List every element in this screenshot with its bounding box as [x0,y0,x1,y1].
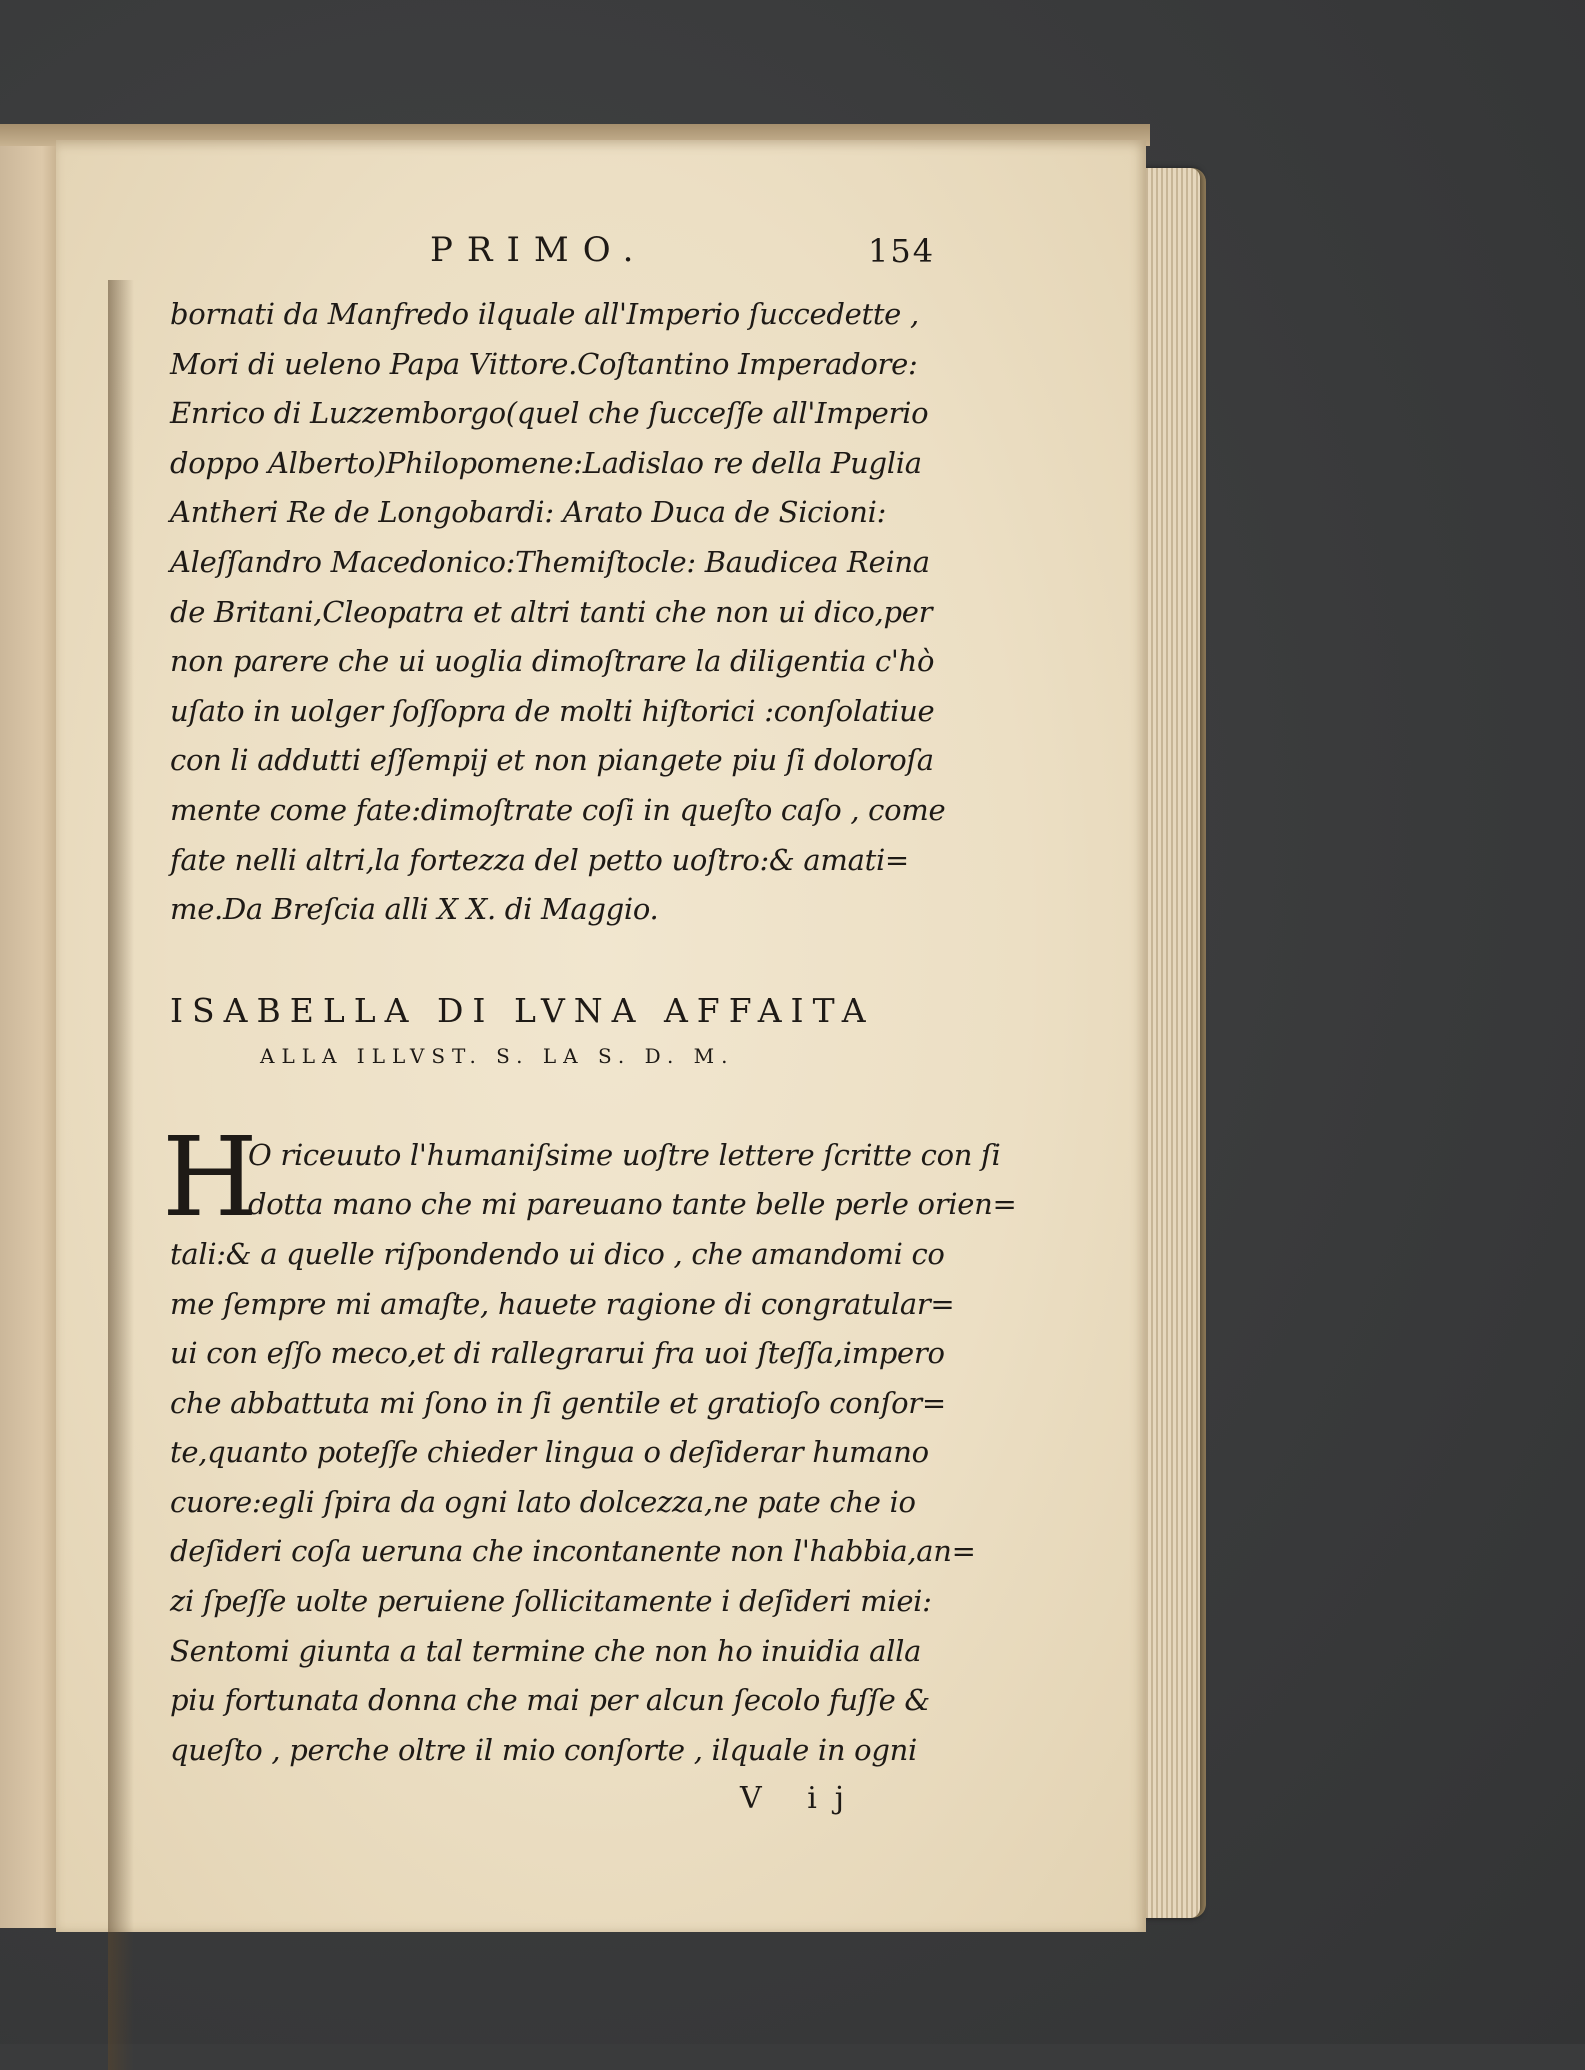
text-line: cuore:egli ſpira da ogni lato dolcezza,ne pate che io [170,1484,916,1519]
text-line: mente come fate:dimoſtrate coſi in queſto caſo , come [170,792,946,827]
text-line: queſto , perche oltre il mio conſorte , ilquale in ogni [170,1732,917,1767]
text-line: Mori di ueleno Papa Vittore.Coſtantino Imperadore: [170,346,918,381]
text-line: che abbattuta mi ſono in ſi gentile et gratioſo conſor= [170,1385,946,1420]
text-line: bornati da Manfredo ilquale all'Imperio ſuccedette , [170,297,919,331]
signature-mark: V ij [740,1781,863,1817]
text-line: non parere che ui uoglia dimoſtrare la diligentia c'hò [170,644,935,679]
text-line: Aleſſandro Macedonico:Themiſtocle: Baudicea Reina [170,544,930,579]
text-line: doppo Alberto)Philopomene:Ladislao re della Puglia [170,445,922,480]
text-line: zi ſpeſſe uolte peruiene ſollicitamente i deſideri miei: [170,1584,932,1619]
letter-body [162,1112,1020,1776]
letter-subheading: ALLA ILLVST. S. LA S. D. M. [260,1043,735,1068]
text-line: ui con eſſo meco,et di rallegrarui fra uoi ſteſſa,impero [170,1336,945,1371]
page-text-block [162,230,1020,1817]
text-line: Sentomi giunta a tal termine che non ho inuidia alla [170,1633,922,1668]
text-line: con li addutti eſſempij et non piangete piu ſi doloroſa [170,743,934,778]
running-head: PRIMO. [430,230,648,270]
text-line: fate nelli altri,la fortezza del petto uoſtro:& amati= [170,842,909,877]
text-line: tali:& a quelle riſpondendo ui dico , che amandomi co [170,1236,945,1271]
text-line: Antheri Re de Longobardi: Arato Duca de Sicioni: [170,495,887,530]
text-line: O riceuuto l'humaniſsime uoſtre lettere ſcritte con ſi [248,1137,1001,1172]
text-line: piu fortunata donna che mai per alcun ſecolo fuſſe & [170,1683,930,1718]
spine-shadow [108,280,134,2070]
text-line: uſato in uolger ſoſſopra de molti hiſtorici :conſolatiue [170,693,935,728]
drop-cap: H [162,1112,258,1241]
text-line: te,quanto poteſſe chieder lingua o deſiderar humano [170,1435,929,1470]
book-page [56,140,1146,1932]
page-number: 154 [868,232,936,270]
continued-letter-text [170,290,1020,935]
text-line: de Britani,Cleopatra et altri tanti che non ui dico,per [170,594,933,629]
text-line: dotta mano che mi pareuano tante belle perle orien= [248,1187,1017,1222]
text-line: Enrico di Luzzemborgo(quel che ſucceſſe all'Imperio [170,396,929,431]
text-line: deſideri coſa ueruna che incontanente non l'habbia,an= [170,1534,976,1569]
letter-heading: ISABELLA DI LVNA AFFAITA [170,990,875,1030]
page-header [170,230,1020,290]
text-line: me.Da Breſcia alli X X. di Maggio. [170,892,659,927]
text-line: me ſempre mi amaſte, hauete ragione di congratular= [170,1286,955,1321]
facing-page-edge [0,128,62,1928]
